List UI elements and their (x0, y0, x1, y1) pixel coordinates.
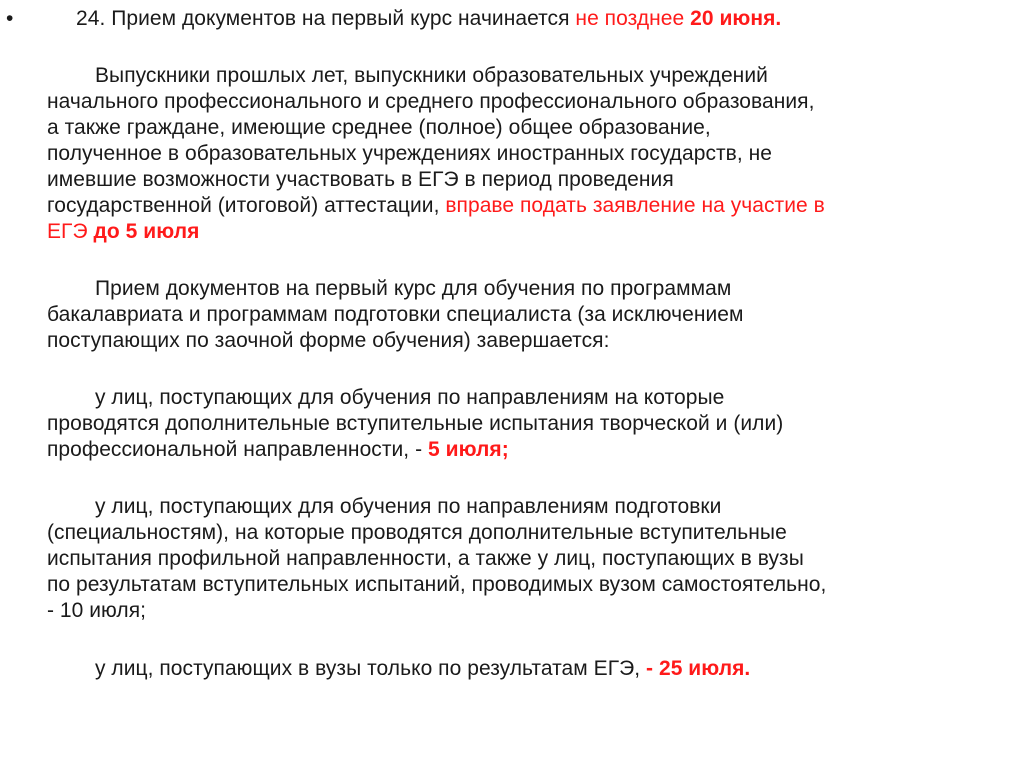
text-segment: у лиц, поступающих для обучения по направлениям на которые (95, 386, 725, 409)
paragraph-3-line-1 (95, 276, 731, 302)
paragraph-2-line-7 (47, 219, 199, 245)
text-segment: бакалавриата и программам подготовки специалиста (за исключением (47, 303, 744, 326)
paragraph-5-line-5 (47, 598, 146, 624)
paragraph-6-line-1 (95, 656, 750, 682)
paragraph-4-line-1 (95, 385, 724, 411)
paragraph-2-line-3 (47, 115, 711, 141)
paragraph-5-line-3 (47, 546, 804, 572)
text-segment: у лиц, поступающих для обучения по направлениям подготовки (95, 495, 722, 518)
paragraph-2-line-1 (95, 63, 768, 89)
text-segment: испытания профильной направленности, а также у лиц, поступающих в вузы (47, 547, 804, 570)
date-highlight: 5 июля; (428, 438, 509, 461)
text-segment: а также граждане, имеющие среднее (полное) общее образование, (47, 116, 711, 139)
paragraph-2-line-4 (47, 141, 772, 167)
paragraph-2-line-2 (47, 89, 814, 115)
text-segment: государственной (итоговой) аттестации, (47, 194, 446, 217)
paragraph-5-line-2 (47, 520, 787, 546)
date-highlight: до 5 июля (93, 220, 200, 243)
paragraph-5-line-4 (47, 572, 826, 598)
paragraph-3-line-3 (47, 328, 609, 354)
text-segment: имевшие возможности участвовать в ЕГЭ в период проведения (47, 168, 674, 191)
highlight-segment: не позднее (575, 7, 691, 30)
highlight-segment: вправе подать заявление на участие в (445, 194, 825, 217)
paragraph-2-line-6 (47, 193, 825, 219)
text-segment: - 10 июля; (47, 599, 146, 622)
text-segment: начального профессионального и среднего профессионального образования, (47, 90, 815, 113)
highlight-segment: ЕГЭ (47, 220, 94, 243)
date-highlight: - 25 июля. (646, 657, 751, 680)
date-highlight: 20 июня. (690, 7, 782, 30)
bullet-marker: • (6, 7, 14, 30)
text-segment: по результатам вступительных испытаний, проводимых вузом самостоятельно, (47, 573, 827, 596)
text-segment: поступающих по заочной форме обучения) завершается: (47, 329, 610, 352)
text-segment: Прием документов на первый курс для обучения по программам (95, 277, 732, 300)
paragraph-1-line-1 (76, 6, 781, 32)
paragraph-4-line-3 (47, 437, 509, 463)
text-segment: 24. Прием документов на первый курс начинается (76, 7, 576, 30)
text-segment: у лиц, поступающих в вузы только по результатам ЕГЭ, (95, 657, 647, 680)
paragraph-4-line-2 (47, 411, 783, 437)
text-segment: полученное в образовательных учреждениях иностранных государств, не (47, 142, 773, 165)
paragraph-5-line-1 (95, 494, 721, 520)
paragraph-2-line-5 (47, 167, 674, 193)
text-segment: (специальностям), на которые проводятся дополнительные вступительные (47, 521, 787, 544)
text-segment: проводятся дополнительные вступительные испытания творческой и (или) (47, 412, 784, 435)
paragraph-3-line-2 (47, 302, 744, 328)
text-segment: Выпускники прошлых лет, выпускники образовательных учреждений (95, 64, 768, 87)
text-segment: профессиональной направленности, - (47, 438, 428, 461)
